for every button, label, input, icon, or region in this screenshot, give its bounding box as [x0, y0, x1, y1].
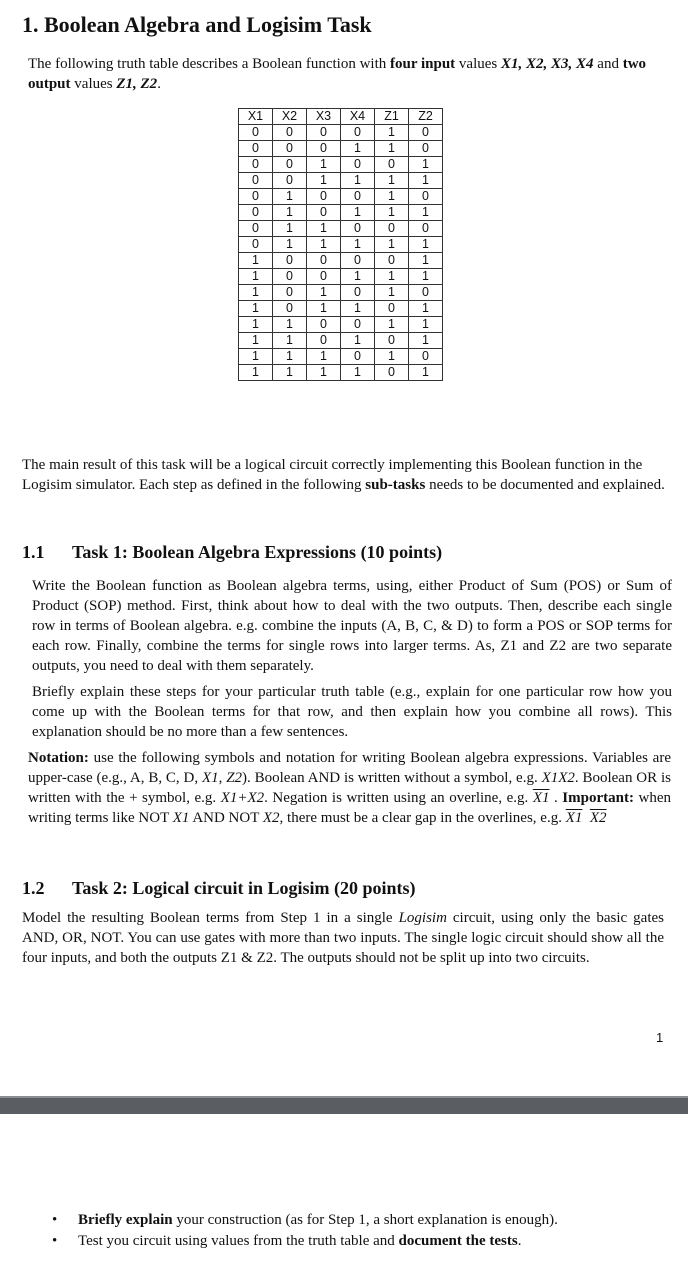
table-cell: 1 [341, 301, 375, 317]
table-cell: 0 [409, 285, 443, 301]
table-row [239, 157, 443, 173]
table-cell: 1 [273, 237, 307, 253]
bullet-icon: • [52, 1233, 58, 1249]
page-break-divider [0, 1098, 688, 1114]
table-cell: 0 [273, 301, 307, 317]
table-cell: 1 [273, 189, 307, 205]
table-row [239, 173, 443, 189]
header-x2: X2 [273, 109, 307, 125]
table-row [239, 349, 443, 365]
table-cell: 0 [375, 365, 409, 381]
table-cell: 1 [341, 141, 375, 157]
table-cell: 0 [239, 189, 273, 205]
task1-number: 1.1 [22, 542, 45, 562]
header-z2: Z2 [409, 109, 443, 125]
table-cell: 0 [375, 253, 409, 269]
table-cell: 1 [409, 301, 443, 317]
table-cell: 1 [273, 221, 307, 237]
task1-heading [22, 542, 442, 563]
table-cell: 1 [307, 157, 341, 173]
table-cell: 0 [307, 205, 341, 221]
table-row [239, 301, 443, 317]
table-cell: 1 [307, 349, 341, 365]
table-cell: 0 [307, 333, 341, 349]
task1-paragraph-1: Write the Boolean function as Boolean algebra terms, using, either Product of Sum (POS) or Sum of Product (SOP) method. First, think about how to deal with the two outputs. Then, describe each single row in terms of Boolean algebra. e.g. combine the inputs (A, B, C, & D) to form a POS or SOP terms for each row. Finally, combine the terms for single rows into larger terms. As, Z1 and Z2 are two separate outputs, you need to deal with them separately. [32, 578, 672, 674]
table-cell: 0 [307, 125, 341, 141]
table-cell: 0 [273, 157, 307, 173]
table-cell: 1 [375, 237, 409, 253]
overline-gap-example-2: X2 [589, 810, 607, 826]
task1-paragraph-2: Briefly explain these steps for your particular truth table (e.g., explain for one particular row how you come up with the Boolean terms for that row, and then explain how you combine all rows). This explanation should be no more than a few sentences. [32, 684, 672, 740]
table-cell: 0 [375, 221, 409, 237]
table-cell: 1 [239, 349, 273, 365]
table-cell: 0 [239, 157, 273, 173]
header-z1: Z1 [375, 109, 409, 125]
table-cell: 0 [409, 221, 443, 237]
table-cell: 0 [239, 141, 273, 157]
table-cell: 1 [307, 173, 341, 189]
table-cell: 0 [341, 157, 375, 173]
instructions-list [50, 1210, 558, 1252]
table-row [239, 365, 443, 381]
table-cell: 0 [273, 253, 307, 269]
task1-title: Task 1: Boolean Algebra Expressions (10 points) [72, 542, 443, 562]
table-cell: 1 [273, 317, 307, 333]
table-cell: 0 [341, 349, 375, 365]
table-cell: 1 [341, 237, 375, 253]
bullet-icon: • [52, 1212, 58, 1228]
table-cell: 1 [375, 189, 409, 205]
table-cell: 1 [341, 173, 375, 189]
table-row [239, 253, 443, 269]
table-cell: 1 [273, 333, 307, 349]
table-cell: 1 [409, 365, 443, 381]
header-x3: X3 [307, 109, 341, 125]
table-row [239, 237, 443, 253]
header-x4: X4 [341, 109, 375, 125]
table-row [239, 285, 443, 301]
table-cell: 1 [239, 317, 273, 333]
table-cell: 0 [273, 125, 307, 141]
header-x1: X1 [239, 109, 273, 125]
task2-number: 1.2 [22, 878, 45, 898]
table-cell: 1 [375, 269, 409, 285]
truth-table [238, 108, 443, 381]
table-cell: 1 [239, 301, 273, 317]
main-result-paragraph: The main result of this task will be a logical circuit correctly implementing this Boolean function in the Logisim simulator. Each step as defined in the following sub-tasks needs to be documented and explained. [22, 457, 665, 493]
table-cell: 0 [307, 317, 341, 333]
table-cell: 1 [341, 205, 375, 221]
table-cell: 0 [239, 221, 273, 237]
table-cell: 0 [239, 125, 273, 141]
overline-example: X1 [532, 790, 550, 806]
page-heading: 1. Boolean Algebra and Logisim Task [22, 12, 372, 37]
table-cell: 0 [307, 269, 341, 285]
table-cell: 1 [307, 365, 341, 381]
table-row [239, 221, 443, 237]
table-row [239, 317, 443, 333]
table-cell: 0 [307, 141, 341, 157]
table-cell: 0 [273, 285, 307, 301]
table-cell: 1 [307, 221, 341, 237]
table-cell: 1 [375, 285, 409, 301]
table-row [239, 141, 443, 157]
table-cell: 1 [375, 173, 409, 189]
task2-heading [22, 878, 416, 899]
table-cell: 1 [409, 253, 443, 269]
table-row [239, 189, 443, 205]
table-cell: 0 [239, 237, 273, 253]
table-row [239, 269, 443, 285]
table-cell: 1 [375, 349, 409, 365]
notation-paragraph: Notation: use the following symbols and notation for writing Boolean algebra expressions. Variables are upper-case (e.g., A, B, C, D, X1, Z2). Boolean AND is written without a symbol, e.g. X1X2. Boolean OR is written with the + symbol, e.g. X1+X2. Negation is written using an overline, e.g. X1 . Important: when writing terms like NOT X1 AND NOT X2, there must be a clear gap in the overlines, e.g. X1 X2 [28, 750, 671, 826]
table-cell: 0 [341, 125, 375, 141]
task2-title: Task 2: Logical circuit in Logisim (20 points) [72, 878, 416, 898]
overline-gap-example-1: X1 [565, 810, 583, 826]
table-cell: 0 [375, 333, 409, 349]
table-cell: 1 [307, 285, 341, 301]
table-cell: 1 [307, 301, 341, 317]
table-row [239, 333, 443, 349]
table-cell: 1 [239, 269, 273, 285]
table-cell: 1 [341, 365, 375, 381]
table-cell: 1 [273, 349, 307, 365]
table-cell: 0 [409, 125, 443, 141]
page-number: 1 [656, 1030, 664, 1045]
table-cell: 1 [273, 205, 307, 221]
table-cell: 1 [409, 173, 443, 189]
table-row [239, 205, 443, 221]
table-cell: 1 [239, 285, 273, 301]
table-cell: 1 [409, 317, 443, 333]
table-cell: 0 [375, 157, 409, 173]
table-cell: 1 [341, 269, 375, 285]
table-cell: 1 [341, 333, 375, 349]
table-cell: 0 [239, 173, 273, 189]
table-cell: 1 [409, 333, 443, 349]
table-cell: 0 [341, 253, 375, 269]
table-cell: 1 [239, 333, 273, 349]
table-cell: 0 [409, 349, 443, 365]
table-cell: 1 [409, 237, 443, 253]
table-cell: 1 [409, 157, 443, 173]
table-cell: 1 [273, 365, 307, 381]
table-cell: 1 [375, 125, 409, 141]
table-cell: 0 [341, 317, 375, 333]
table-cell: 0 [239, 205, 273, 221]
table-cell: 0 [409, 189, 443, 205]
table-cell: 0 [409, 141, 443, 157]
table-cell: 0 [273, 173, 307, 189]
list-item: • Test you circuit using values from the truth table and document the tests. [50, 1231, 558, 1252]
table-cell: 0 [375, 301, 409, 317]
list-item: • Briefly explain your construction (as for Step 1, a short explanation is enough). [50, 1210, 558, 1231]
table-cell: 0 [307, 253, 341, 269]
table-cell: 0 [273, 141, 307, 157]
table-cell: 1 [375, 141, 409, 157]
table-cell: 1 [409, 269, 443, 285]
intro-paragraph: The following truth table describes a Boolean function with four input values X1, X2, X3, X4 and two output values Z1, Z2. [28, 56, 647, 92]
table-cell: 0 [307, 189, 341, 205]
table-cell: 1 [239, 253, 273, 269]
table-cell: 0 [341, 189, 375, 205]
table-cell: 1 [375, 317, 409, 333]
table-cell: 0 [341, 221, 375, 237]
table-row [239, 125, 443, 141]
table-cell: 1 [409, 205, 443, 221]
truth-table-header [239, 109, 443, 125]
table-cell: 1 [375, 205, 409, 221]
table-cell: 1 [239, 365, 273, 381]
task2-paragraph: Model the resulting Boolean terms from Step 1 in a single Logisim circuit, using only the basic gates AND, OR, NOT. You can use gates with more than two inputs. The single logic circuit should show all the four inputs, and both the outputs Z1 & Z2. The outputs should not be split up into two circuits. [22, 910, 665, 966]
table-cell: 1 [307, 237, 341, 253]
table-cell: 0 [341, 285, 375, 301]
table-cell: 0 [273, 269, 307, 285]
